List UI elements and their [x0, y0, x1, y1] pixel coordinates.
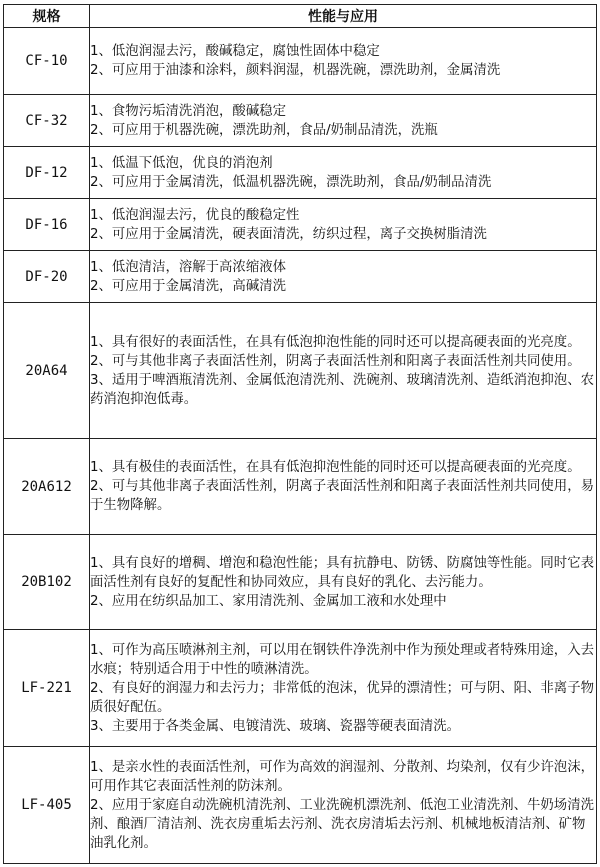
row-description [90, 535, 597, 630]
description-line: 1、具有极佳的表面活性，在具有低泡抑泡性能的同时还可以提高硬表面的光亮度。 [90, 460, 581, 475]
row-description [90, 95, 597, 147]
table-row [4, 303, 597, 439]
header-performance: 性能与应用 [90, 5, 597, 28]
spec-table [3, 4, 597, 864]
description-line: 1、低泡清洁，溶解于高浓缩液体 [90, 259, 286, 275]
table-row [4, 147, 597, 199]
table-row [4, 535, 597, 630]
table-row [4, 95, 597, 147]
description-line: 1、是亲水性的表面活性剂，可作为高效的润湿剂、分散剂、均染剂，仅有少许泡沫，可用作其它表面活性剂的防沫剂。 [90, 759, 594, 794]
row-description [90, 199, 597, 251]
table-row [4, 439, 597, 535]
row-description [90, 251, 597, 303]
row-code: DF-16 [4, 199, 90, 251]
header-row [4, 5, 597, 28]
description-line: 2、可应用于金属清洗，高碱清洗 [90, 278, 286, 294]
description-line: 3、主要用于各类金属、电镀清洗、玻璃、瓷器等硬表面清洗。 [90, 718, 461, 734]
description-line: 1、低温下低泡，优良的消泡剂 [90, 155, 273, 171]
row-code: LF-221 [4, 630, 90, 747]
row-code: DF-12 [4, 147, 90, 199]
row-code: 20A612 [4, 439, 90, 535]
description-line: 2、可应用于金属清洗，硬表面清洗，纺织过程，离子交换树脂清洗 [90, 226, 487, 242]
description-line: 2、可应用于机器洗碗，漂洗助剂，食品/奶制品清洗，洗瓶 [90, 122, 438, 138]
table-row [4, 199, 597, 251]
row-description [90, 630, 597, 747]
header-spec: 规格 [4, 5, 90, 28]
table-row [4, 747, 597, 864]
description-line: 2、应用于家庭自动洗碗机清洗剂、工业洗碗机漂洗剂、低泡工业清洗剂、牛奶场清洗剂、酿酒厂清洁剂、洗衣房重垢去污剂、洗衣房清垢去污剂、机械地板清洁剂、矿物油乳化剂。 [90, 797, 594, 851]
description-line: 1、低泡润湿去污，优良的酸稳定性 [90, 207, 300, 223]
description-line: 2、可与其他非离子表面活性剂，阴离子表面活性剂和阳离子表面活性剂共同使用。 [90, 353, 581, 369]
description-line: 2、可应用于油漆和涂料，颜料润湿，机器洗碗，漂洗助剂，金属清洗 [90, 63, 501, 78]
description-line: 1、可作为高压喷淋剂主剂，可以用在钢铁件净洗剂中作为预处理或者特殊用途，入去水痕；特别适合用于中性的喷淋清洗。 [90, 642, 594, 677]
description-line: 2、有良好的润湿力和去污力；非常低的泡沫，优异的漂清性；可与阴、阳、非离子物质很好配伍。 [90, 680, 594, 715]
description-line: 2、应用在纺织品加工、家用清洗剂、金属加工液和水处理中 [90, 593, 447, 609]
table-row [4, 28, 597, 95]
row-description [90, 747, 597, 864]
row-code: DF-20 [4, 251, 90, 303]
row-code: CF-10 [4, 28, 90, 95]
row-code: 20B102 [4, 535, 90, 630]
description-line: 2、可应用于金属清洗，低温机器洗碗，漂洗助剂，食品/奶制品清洗 [90, 174, 492, 190]
row-code: LF-405 [4, 747, 90, 864]
description-line: 1、具有很好的表面活性，在具有低泡抑泡性能的同时还可以提高硬表面的光亮度。 [90, 334, 581, 350]
row-description [90, 28, 597, 95]
description-line: 1、低泡润湿去污，酸碱稳定，腐蚀性固体中稳定 [90, 44, 380, 59]
description-line: 1、食物污垢清洗消泡，酸碱稳定 [90, 103, 286, 119]
description-line: 3、适用于啤酒瓶清洗剂、金属低泡清洗剂、洗碗剂、玻璃清洗剂、造纸消泡抑泡、农药消泡抑泡低毒。 [90, 372, 594, 407]
row-code: 20A64 [4, 303, 90, 439]
row-description [90, 147, 597, 199]
table-row [4, 251, 597, 303]
description-line: 1、具有良好的增稠、增泡和稳泡性能；具有抗静电、防锈、防腐蚀等性能。同时它表面活性剂有良好的复配性和协同效应，具有良好的乳化、去污能力。 [90, 555, 594, 590]
row-description [90, 303, 597, 439]
description-line: 2、可与其他非离子表面活性剂，阴离子表面活性剂和阳离子表面活性剂共同使用，易于生物降解。 [90, 479, 594, 513]
row-code: CF-32 [4, 95, 90, 147]
table-row [4, 630, 597, 747]
row-description [90, 439, 597, 535]
